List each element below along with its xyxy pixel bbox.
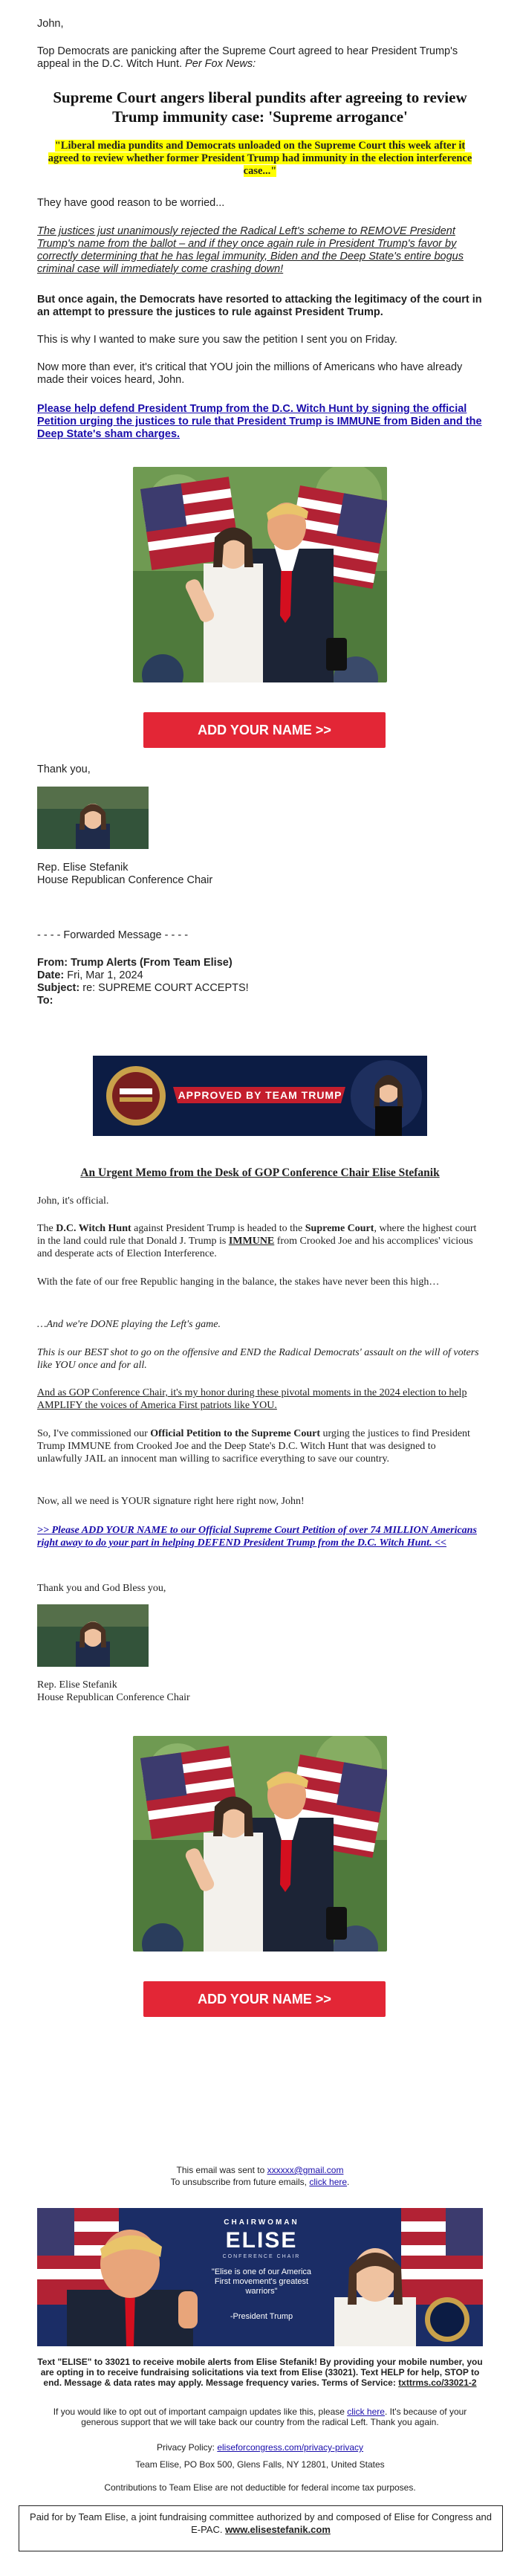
website-link[interactable]: www.elisestefanik.com: [225, 2524, 331, 2535]
paragraph-justices: The justices just unanimously rejected the Radical Left's scheme to REMOVE President Trump's name from the ballot – and if they once again rule in President Trump's favor by correctly determining that he has legal immunity, Biden and the Deep State's entire bogus criminal case will immediately come crashing down!: [37, 225, 464, 275]
memo-signature-name: Rep. Elise Stefanik: [37, 1679, 117, 1691]
date-line: [37, 969, 483, 982]
privacy-label: Privacy Policy:: [156, 2442, 218, 2453]
optout-paragraph: [37, 2406, 483, 2427]
stefanik-headshot-memo: [37, 1604, 149, 1667]
intro-text: Top Democrats are panicking after the Supreme Court agreed to hear President Trump's appeal in the D.C. Witch Hunt.: [37, 45, 458, 70]
memo-signature-title: House Republican Conference Chair: [37, 1692, 190, 1703]
approved-banner-text: APPROVED BY TEAM TRUMP: [178, 1089, 342, 1101]
sms-disclaimer: [37, 2357, 483, 2388]
paid-for-text-wrap: [30, 2511, 492, 2536]
memo-thanks: Thank you and God Bless you,: [37, 1583, 166, 1594]
intro-source: Per Fox News:: [185, 58, 256, 70]
banner-quote: "Elise is one of our America First movement's greatest warriors": [211, 2267, 312, 2296]
m2-a: The: [37, 1223, 56, 1234]
from-line: [37, 957, 483, 969]
forwarded-headers: [37, 957, 483, 1007]
sent-to-line: [37, 2165, 483, 2175]
paragraph-petition: This is why I wanted to make sure you saw the petition I sent you on Friday.: [37, 334, 397, 346]
paragraph-democrats: But once again, the Democrats have resorted to attacking the legitimacy of the court in an attempt to pressure the justices to rule against President Trump.: [37, 294, 482, 318]
add-your-name-button[interactable]: ADD YOUR NAME >>: [143, 712, 386, 748]
memo-paragraph-chair: And as GOP Conference Chair, it's my honor during these pivotal moments in the 2024 election to help AMPLIFY the voices of America First patriots like YOU.: [37, 1387, 467, 1411]
headline: Supreme Court angers liberal pundits after agreeing to review Trump immunity case: 'Supreme arrogance': [53, 88, 467, 126]
greeting: John,: [37, 18, 64, 30]
memo-paragraph-offensive: This is our BEST shot to go on the offensive and END the Radical Democrats' assault on the will of voters like YOU once and for all.: [37, 1347, 479, 1371]
photo-illustration: [133, 467, 387, 682]
memo-opening: John, it's official.: [37, 1195, 109, 1207]
from-label: From:: [37, 957, 71, 969]
paragraph-worried: They have good reason to be worried...: [37, 197, 225, 209]
m2-e: , where the highest court in the land could rule that Donald J. Trump is: [37, 1223, 477, 1247]
unsubscribe-line: [37, 2177, 483, 2187]
to-line: [37, 995, 483, 1007]
m2-b: D.C. Witch Hunt: [56, 1223, 131, 1234]
trump-stefanik-photo-2[interactable]: [133, 1736, 387, 1952]
sent-to-email[interactable]: xxxxxx@gmail.com: [267, 2165, 344, 2175]
memo-title: An Urgent Memo from the Desk of GOP Conference Chair Elise Stefanik: [80, 1166, 440, 1179]
optout-text: If you would like to opt out of important campaign updates like this, please: [53, 2406, 348, 2417]
photo-2-illustration: [133, 1736, 387, 1952]
sms-terms-link[interactable]: txttrms.co/33021-2: [398, 2378, 477, 2388]
banner-attribution: -President Trump: [230, 2312, 293, 2321]
memo-paragraph-commissioned: [37, 1427, 483, 1465]
forwarded-divider: - - - - Forwarded Message - - - -: [37, 929, 189, 941]
sent-to-text: This email was sent to: [176, 2165, 267, 2175]
subject-line: [37, 982, 483, 995]
m7-b: Official Petition to the Supreme Court: [150, 1428, 320, 1439]
from-value: Trump Alerts (From Team Elise): [71, 957, 233, 969]
memo-paragraph-witch-hunt: [37, 1222, 483, 1260]
unsubscribe-link[interactable]: click here: [309, 2177, 348, 2187]
headshot-memo-illustration: [37, 1604, 149, 1667]
petition-link[interactable]: Please help defend President Trump from the D.C. Witch Hunt by signing the official Petition urging the justices to rule that President Trump is IMMUNE from Biden and the Deep State's sham charges.: [37, 403, 482, 440]
subject-label: Subject:: [37, 982, 83, 994]
paragraph-join: Now more than ever, it's critical that YOU join the millions of Americans who have already made their voices heard, John.: [37, 361, 463, 386]
add-your-name-button-2[interactable]: ADD YOUR NAME >>: [143, 1981, 386, 2017]
sms-text: Text "ELISE" to 33021 to receive mobile alerts from Elise Stefanik! By providing your mobile number, you are opting in to receive fundraising solicitations via text from Elise (33021). Text HELP for help, STOP to end. Message & data rates may apply. Message frequency varies. Terms of Service:: [37, 2357, 483, 2388]
m7-a: So, I've commissioned our: [37, 1428, 151, 1439]
m7-c: urging the justices to find President Trump IMMUNE from Crooked Joe and the Deep State's D.C. Witch Hunt that was designed to unlawfully JAIL an innocent man willing to sacrifice everything to save our country.: [37, 1428, 470, 1465]
quote-block: [39, 140, 481, 178]
privacy-link[interactable]: eliseforcongress.com/privacy-privacy: [217, 2442, 364, 2453]
memo-paragraph-done: …And we're DONE playing the Left's game.: [37, 1319, 221, 1330]
m2-g: from Crooked Joe and his accomplices' vicious and desperate acts of Election Interference.: [37, 1236, 473, 1259]
signature-title: House Republican Conference Chair: [37, 874, 213, 886]
stefanik-headshot: [37, 787, 149, 849]
unsubscribe-period: .: [347, 2177, 350, 2187]
memo-paragraph-signature: Now, all we need is YOUR signature right here right now, John!: [37, 1496, 305, 1507]
optout-text-end: . It's because of your generous support that we will take back our country from the radical Left. Thank you again.: [81, 2406, 467, 2427]
paid-for-box: [19, 2505, 503, 2551]
to-label: To:: [37, 995, 53, 1007]
highlighted-quote: "Liberal media pundits and Democrats unloaded on the Supreme Court this week after it agreed to review whether former President Trump had immunity in the election interference case...": [48, 140, 472, 177]
headshot-illustration: [37, 787, 149, 849]
banner-chairwoman: CHAIRWOMAN: [224, 2218, 299, 2227]
m2-c: against President Trump is headed to the: [131, 1223, 305, 1234]
date-label: Date:: [37, 969, 68, 981]
privacy-line: [37, 2442, 483, 2453]
optout-link[interactable]: click here: [347, 2406, 385, 2417]
m2-d: Supreme Court: [305, 1223, 374, 1234]
approved-banner: [93, 1056, 427, 1136]
date-value: Fri, Mar 1, 2024: [67, 969, 143, 981]
memo-paragraph-stakes: With the fate of our free Republic hanging in the balance, the stakes have never been this high…: [37, 1276, 440, 1288]
mailing-address: Team Elise, PO Box 500, Glens Falls, NY 12801, United States: [135, 2459, 385, 2470]
signature-name: Rep. Elise Stefanik: [37, 862, 129, 874]
intro-paragraph: [37, 45, 483, 71]
signoff-thanks: Thank you,: [37, 764, 91, 775]
subject-value: re: SUPREME COURT ACCEPTS!: [82, 982, 249, 994]
petition-link-paragraph: [37, 403, 483, 441]
trump-stefanik-photo[interactable]: [133, 467, 387, 682]
tax-disclaimer: Contributions to Team Elise are not deductible for federal income tax purposes.: [104, 2482, 416, 2493]
unsubscribe-text: To unsubscribe from future emails,: [170, 2177, 310, 2187]
banner-subtitle: CONFERENCE CHAIR: [222, 2254, 301, 2259]
memo-link-paragraph: [37, 1524, 483, 1549]
m2-f: IMMUNE: [228, 1236, 275, 1247]
banner-elise: ELISE: [225, 2228, 298, 2253]
paid-for-text: Paid for by Team Elise, a joint fundraising committee authorized by and composed of Elise for Congress and E-PAC.: [30, 2511, 492, 2535]
elise-banner[interactable]: [37, 2208, 483, 2346]
memo-petition-link[interactable]: >> Please ADD YOUR NAME to our Official Supreme Court Petition of over 74 MILLION Americans right away to do your part in helping DEFEND President Trump from the D.C. Witch Hunt. <<: [37, 1525, 477, 1549]
